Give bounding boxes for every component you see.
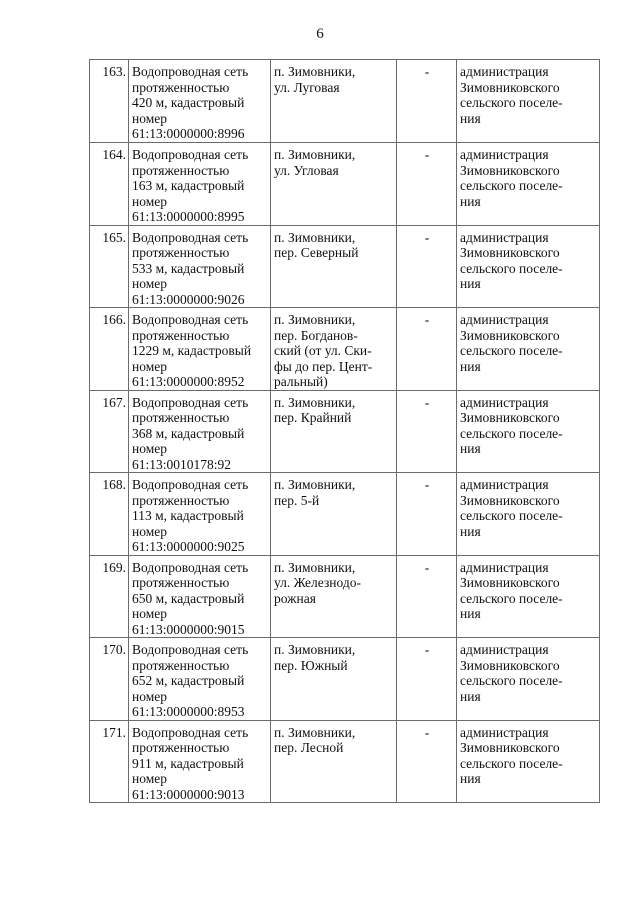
object-description-line: Водопроводная сеть bbox=[132, 312, 249, 327]
table-row bbox=[90, 638, 600, 721]
owner-cell bbox=[457, 638, 600, 721]
empty-value-cell: - bbox=[397, 143, 457, 226]
object-address-line: п. Зимовники, bbox=[274, 642, 356, 657]
object-description-line: Водопроводная сеть bbox=[132, 394, 249, 410]
object-description-cell bbox=[129, 60, 271, 143]
object-description-line: 61:13:0000000:8953 bbox=[132, 704, 245, 719]
table-row bbox=[90, 143, 600, 226]
owner-line: Зимовниковского bbox=[460, 575, 560, 590]
empty-value-cell: - bbox=[397, 60, 457, 143]
row-number-cell: 169. bbox=[90, 555, 129, 638]
object-description-line: номер bbox=[132, 523, 168, 539]
table-row bbox=[90, 555, 600, 638]
empty-value-cell: - bbox=[397, 225, 457, 308]
object-description-line: Водопроводная сеть bbox=[132, 642, 249, 657]
object-description-line: 113 м, кадастровый bbox=[132, 508, 244, 523]
table-row bbox=[90, 60, 600, 143]
owner-line: Зимовниковского bbox=[460, 740, 560, 755]
object-description-line: протяженностью bbox=[132, 740, 230, 755]
object-address-line: пер. 5-й bbox=[274, 492, 320, 508]
object-description-cell bbox=[129, 390, 271, 473]
owner-line: ния bbox=[460, 688, 481, 704]
object-address-line: п. Зимовники, bbox=[274, 477, 356, 492]
object-address-line: пер. Богданов- bbox=[274, 327, 358, 343]
empty-value-cell: - bbox=[397, 308, 457, 391]
empty-value-cell: - bbox=[397, 390, 457, 473]
owner-line: ния bbox=[460, 441, 481, 456]
object-description-line: Водопроводная сеть bbox=[132, 64, 249, 79]
owner-line: ния bbox=[460, 276, 481, 291]
owner-cell bbox=[457, 60, 600, 143]
owner-line: администрация bbox=[460, 147, 549, 162]
object-address-cell bbox=[271, 638, 397, 721]
object-description-line: 61:13:0000000:9026 bbox=[132, 291, 245, 307]
owner-line: Зимовниковского bbox=[460, 79, 560, 95]
owner-cell bbox=[457, 555, 600, 638]
object-description-line: 61:13:0000000:8996 bbox=[132, 126, 245, 141]
object-description-line: номер bbox=[132, 771, 168, 786]
object-address-line: п. Зимовники, bbox=[274, 229, 356, 245]
owner-line: Зимовниковского bbox=[460, 492, 560, 508]
object-address-cell bbox=[271, 473, 397, 556]
object-description-line: протяженностью bbox=[132, 575, 230, 590]
owner-line: администрация bbox=[460, 642, 549, 657]
object-description-line: 1229 м, кадастровый bbox=[132, 343, 252, 358]
owner-line: сельского поселе- bbox=[460, 590, 563, 606]
owner-line: Зимовниковского bbox=[460, 162, 560, 178]
object-address-line: ральный) bbox=[274, 374, 328, 389]
owner-line: ния bbox=[460, 606, 481, 621]
object-description-line: 61:13:0000000:9015 bbox=[132, 621, 245, 637]
object-description-line: Водопроводная сеть bbox=[132, 724, 249, 740]
page-number: 6 bbox=[316, 26, 324, 42]
object-address-line: ский (от ул. Ски- bbox=[274, 343, 372, 358]
object-address-cell bbox=[271, 60, 397, 143]
row-number-cell: 164. bbox=[90, 143, 129, 226]
owner-line: Зимовниковского bbox=[460, 327, 560, 343]
object-address-cell bbox=[271, 720, 397, 803]
owner-cell bbox=[457, 225, 600, 308]
owner-cell bbox=[457, 473, 600, 556]
object-description-line: номер bbox=[132, 441, 168, 456]
owner-line: администрация bbox=[460, 559, 549, 575]
object-address-cell bbox=[271, 143, 397, 226]
object-address-cell bbox=[271, 390, 397, 473]
owner-line: администрация bbox=[460, 477, 549, 492]
owner-line: Зимовниковского bbox=[460, 245, 560, 260]
object-address-cell bbox=[271, 308, 397, 391]
owner-line: сельского поселе- bbox=[460, 425, 563, 441]
object-address-line: ул. Угловая bbox=[274, 162, 339, 178]
owner-line: сельского поселе- bbox=[460, 260, 563, 276]
object-description-line: Водопроводная сеть bbox=[132, 229, 249, 245]
owner-line: администрация bbox=[460, 312, 549, 327]
object-description-line: 911 м, кадастровый bbox=[132, 755, 244, 771]
owner-line: ния bbox=[460, 771, 481, 786]
empty-value-cell: - bbox=[397, 473, 457, 556]
empty-value-cell: - bbox=[397, 638, 457, 721]
owner-line: Зимовниковского bbox=[460, 410, 560, 425]
object-address-line: п. Зимовники, bbox=[274, 64, 356, 79]
object-address-line: пер. Лесной bbox=[274, 740, 344, 755]
object-description-cell bbox=[129, 143, 271, 226]
table-row bbox=[90, 225, 600, 308]
row-number-cell: 163. bbox=[90, 60, 129, 143]
object-description-line: протяженностью bbox=[132, 245, 230, 260]
owner-line: сельского поселе- bbox=[460, 673, 563, 688]
object-description-cell bbox=[129, 720, 271, 803]
row-number-cell: 165. bbox=[90, 225, 129, 308]
object-description-line: номер bbox=[132, 193, 168, 209]
table-row bbox=[90, 473, 600, 556]
object-description-line: Водопроводная сеть bbox=[132, 559, 249, 575]
row-number-cell: 171. bbox=[90, 720, 129, 803]
owner-line: Зимовниковского bbox=[460, 657, 560, 673]
owner-line: сельского поселе- bbox=[460, 178, 563, 193]
object-address-line: п. Зимовники, bbox=[274, 394, 356, 410]
owner-line: администрация bbox=[460, 394, 549, 410]
object-address-line: пер. Крайний bbox=[274, 410, 352, 425]
row-number-cell: 170. bbox=[90, 638, 129, 721]
table-row bbox=[90, 390, 600, 473]
empty-value-cell: - bbox=[397, 555, 457, 638]
object-description-line: протяженностью bbox=[132, 162, 230, 178]
object-description-cell bbox=[129, 555, 271, 638]
object-address-line: п. Зимовники, bbox=[274, 559, 356, 575]
object-description-line: 650 м, кадастровый bbox=[132, 590, 245, 606]
object-description-line: протяженностью bbox=[132, 79, 230, 95]
owner-line: ния bbox=[460, 193, 481, 209]
object-address-line: п. Зимовники, bbox=[274, 147, 356, 162]
owner-line: администрация bbox=[460, 724, 549, 740]
object-description-line: протяженностью bbox=[132, 492, 230, 508]
object-description-line: 61:13:0000000:8995 bbox=[132, 209, 245, 224]
owner-cell bbox=[457, 390, 600, 473]
owner-line: сельского поселе- bbox=[460, 755, 563, 771]
object-description-line: протяженностью bbox=[132, 410, 230, 425]
object-description-cell bbox=[129, 473, 271, 556]
object-address-line: пер. Северный bbox=[274, 245, 359, 260]
object-description-line: номер bbox=[132, 358, 168, 374]
object-description-cell bbox=[129, 638, 271, 721]
object-description-line: протяженностью bbox=[132, 657, 230, 673]
registry-table-body bbox=[90, 60, 600, 803]
owner-line: сельского поселе- bbox=[460, 508, 563, 523]
object-address-line: ул. Железнодо- bbox=[274, 575, 361, 590]
empty-value-cell: - bbox=[397, 720, 457, 803]
object-description-cell bbox=[129, 225, 271, 308]
object-description-line: номер bbox=[132, 276, 168, 291]
object-description-line: 61:13:0000000:8952 bbox=[132, 374, 245, 389]
object-description-line: Водопроводная сеть bbox=[132, 477, 249, 492]
object-address-line: пер. Южный bbox=[274, 657, 348, 673]
table-row bbox=[90, 308, 600, 391]
object-address-line: фы до пер. Цент- bbox=[274, 358, 373, 374]
object-address-cell bbox=[271, 225, 397, 308]
owner-cell bbox=[457, 143, 600, 226]
row-number-cell: 168. bbox=[90, 473, 129, 556]
object-address-cell bbox=[271, 555, 397, 638]
object-description-line: протяженностью bbox=[132, 327, 230, 343]
owner-cell bbox=[457, 308, 600, 391]
object-description-line: 652 м, кадастровый bbox=[132, 673, 245, 688]
owner-cell bbox=[457, 720, 600, 803]
row-number-cell: 167. bbox=[90, 390, 129, 473]
object-address-line: ул. Луговая bbox=[274, 79, 340, 95]
owner-line: администрация bbox=[460, 229, 549, 245]
object-address-line: рожная bbox=[274, 590, 316, 606]
property-registry-table bbox=[89, 59, 600, 803]
owner-line: ния bbox=[460, 523, 481, 539]
object-address-line: п. Зимовники, bbox=[274, 724, 356, 740]
object-description-line: номер bbox=[132, 688, 168, 704]
object-description-line: 61:13:0000000:9025 bbox=[132, 539, 245, 554]
owner-line: сельского поселе- bbox=[460, 343, 563, 358]
owner-line: сельского поселе- bbox=[460, 95, 563, 110]
object-description-line: 61:13:0000000:9013 bbox=[132, 786, 245, 802]
object-address-line: п. Зимовники, bbox=[274, 312, 356, 327]
object-description-cell bbox=[129, 308, 271, 391]
object-description-line: Водопроводная сеть bbox=[132, 147, 249, 162]
owner-line: ния bbox=[460, 358, 481, 374]
owner-line: ния bbox=[460, 110, 481, 126]
owner-line: администрация bbox=[460, 64, 549, 79]
object-description-line: 61:13:0010178:92 bbox=[132, 456, 232, 472]
object-description-line: 368 м, кадастровый bbox=[132, 425, 245, 441]
row-number-cell: 166. bbox=[90, 308, 129, 391]
object-description-line: номер bbox=[132, 606, 168, 621]
table-row bbox=[90, 720, 600, 803]
object-description-line: 533 м, кадастровый bbox=[132, 260, 245, 276]
object-description-line: 163 м, кадастровый bbox=[132, 178, 245, 193]
object-description-line: номер bbox=[132, 110, 168, 126]
object-description-line: 420 м, кадастровый bbox=[132, 95, 245, 110]
